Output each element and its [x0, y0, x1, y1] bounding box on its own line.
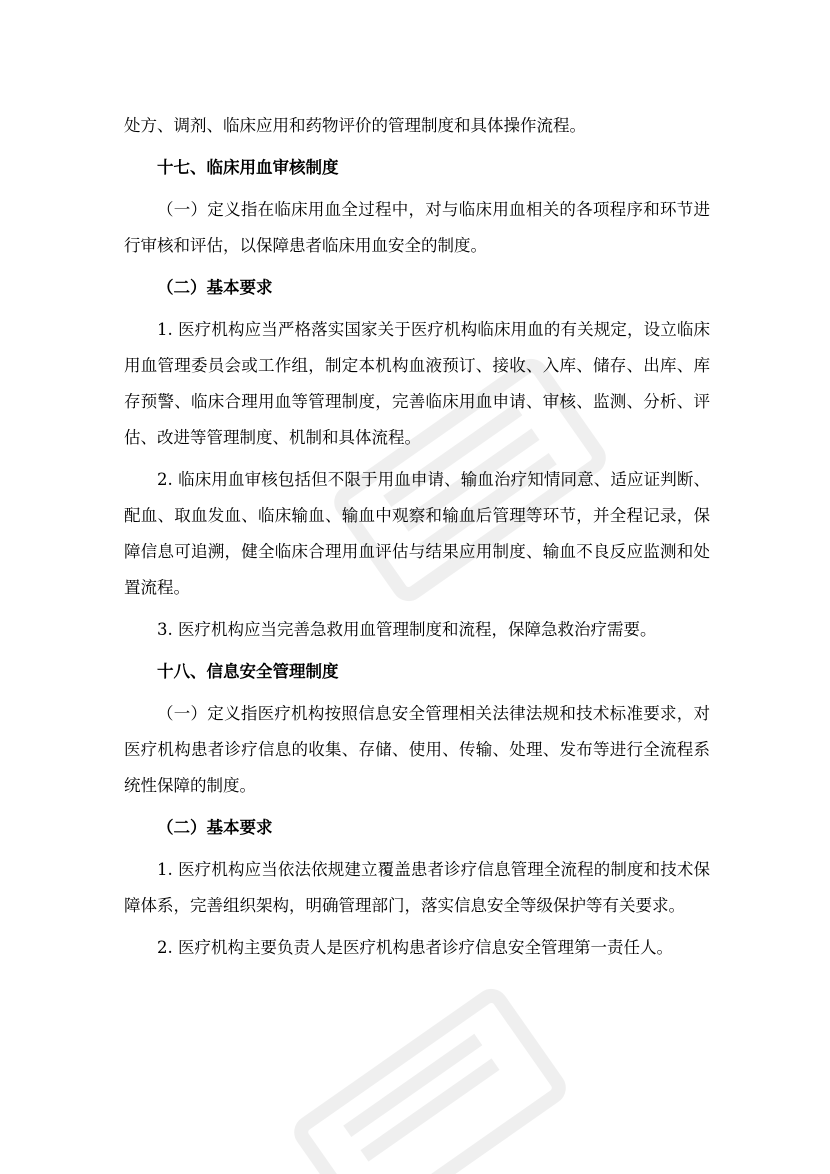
section-18-item-2: 2. 医疗机构主要负责人是医疗机构患者诊疗信息安全管理第一责任人。	[157, 938, 673, 957]
section-17-item-3: 3. 医疗机构应当完善急救用血管理制度和流程，保障急救治疗需要。	[157, 620, 657, 639]
continuation-paragraph: 处方、调剂、临床应用和药物评价的管理制度和具体操作流程。	[124, 116, 586, 135]
section-17-definition: （一）定义指在临床用血全过程中，对与临床用血相关的各项程序和环节进行审核和评估，以保障患者临床用血安全的制度。	[124, 200, 710, 255]
section-17-requirements-title: （二）基本要求	[157, 278, 273, 297]
document-body	[124, 108, 710, 972]
section-18-requirements-title: （二）基本要求	[157, 818, 273, 837]
section-17-title: 十七、临床用血审核制度	[157, 158, 339, 177]
section-17-item-1: 1. 医疗机构应当严格落实国家关于医疗机构临床用血的有关规定，设立临床用血管理委员会或工作组，制定本机构血液预订、接收、入库、储存、出库、库存预警、临床合理用血等管理制度，完善临床用血申请、审核、监测、分析、评估、改进等管理制度、机制和具体流程。	[124, 320, 710, 447]
section-17-item-2: 2. 临床用血审核包括但不限于用血申请、输血治疗知情同意、适应证判断、配血、取血发血、临床输血、输血中观察和输血后管理等环节，并全程记录，保障信息可追溯，健全临床合理用血评估与结果应用制度、输血不良反应监测和处置流程。	[124, 470, 710, 597]
section-18-item-1: 1. 医疗机构应当依法依规建立覆盖患者诊疗信息管理全流程的制度和技术保障体系，完善组织架构，明确管理部门，落实信息安全等级保护等有关要求。	[124, 860, 710, 915]
section-18-definition: （一）定义指医疗机构按照信息安全管理相关法律法规和技术标准要求，对医疗机构患者诊疗信息的收集、存储、使用、传输、处理、发布等进行全流程系统性保障的制度。	[124, 704, 710, 795]
section-18-title: 十八、信息安全管理制度	[157, 662, 339, 681]
